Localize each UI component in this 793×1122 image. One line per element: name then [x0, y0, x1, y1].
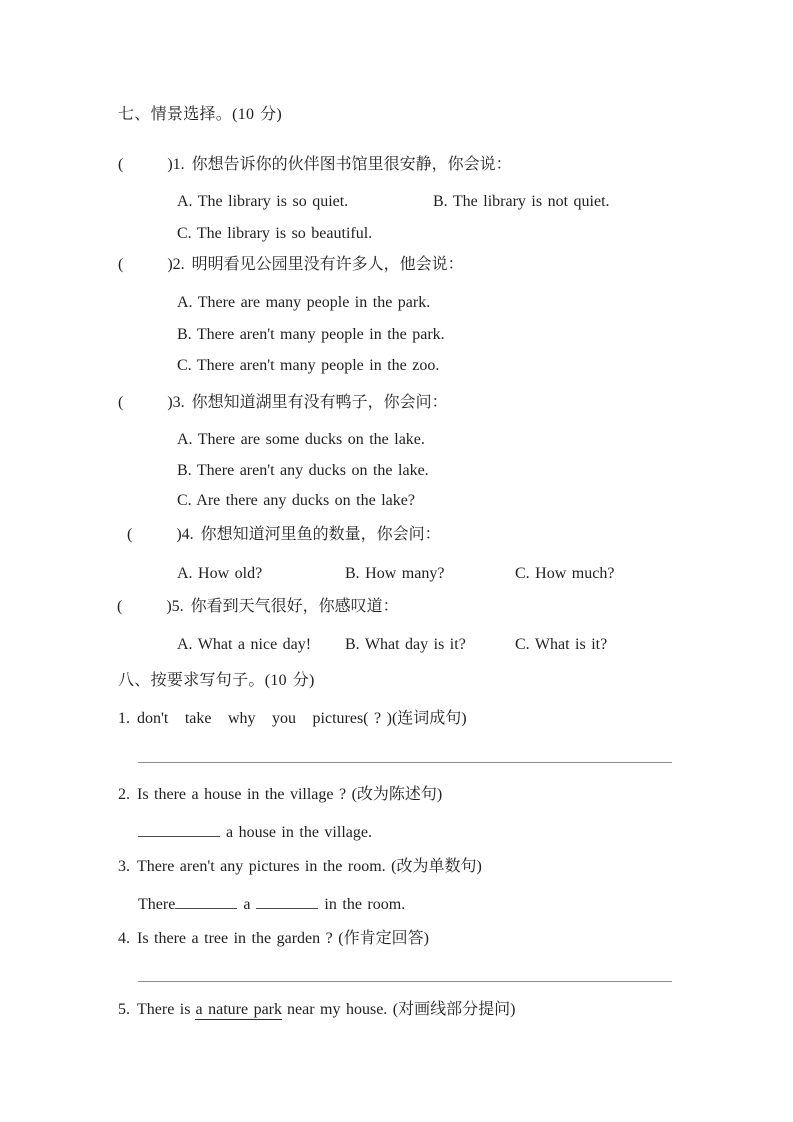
question-4: [127, 525, 441, 545]
rewrite-item-5-text-pre: There is: [137, 1001, 191, 1018]
question-5-option-c: C. What is it?: [515, 636, 608, 653]
rewrite-item-2-answer-blank: [138, 821, 220, 837]
question-1-option-a: A. The library is so quiet.: [177, 193, 349, 210]
question-2-answer-bracket: ( )2.: [118, 256, 185, 273]
question-5-option-a: A. What a nice day!: [177, 636, 312, 653]
rewrite-item-1: [118, 709, 467, 729]
question-3-option-a: A. There are some ducks on the lake.: [177, 431, 425, 448]
rewrite-item-1-text: don't take why you pictures( ? )(连词成句): [137, 710, 467, 727]
question-3-prompt: 你想知道湖里有没有鸭子，你会问：: [191, 394, 448, 411]
question-4-answer-bracket: ( )4.: [127, 526, 194, 543]
question-4-option-b: B. How many?: [345, 565, 445, 582]
rewrite-item-5-text-post: near my house. (对画线部分提问): [287, 1001, 516, 1018]
question-3-option-c: C. Are there any ducks on the lake?: [177, 492, 415, 509]
question-4-option-a: A. How old?: [177, 565, 263, 582]
rewrite-item-1-answer-line: [138, 748, 672, 763]
rewrite-item-3: [118, 857, 482, 877]
question-1-answer-bracket: ( )1.: [118, 156, 185, 173]
question-5-answer-bracket: ( )5.: [117, 598, 184, 615]
section-seven-heading: 七、情景选择。(10 分): [118, 106, 283, 123]
question-2-prompt: 明明看见公园里没有许多人，他会说：: [191, 256, 464, 273]
question-5-option-b: B. What day is it?: [345, 636, 466, 653]
rewrite-item-2-text: Is there a house in the village ? (改为陈述句): [137, 786, 443, 803]
question-2-option-b: B. There aren't many people in the park.: [177, 326, 445, 343]
rewrite-item-3-text: There aren't any pictures in the room. (改为单数句): [137, 858, 482, 875]
rewrite-item-2-answer: [138, 821, 372, 843]
rewrite-item-3-answer: [138, 893, 405, 915]
question-3: [118, 393, 448, 413]
rewrite-item-3-answer-part-1: There: [138, 896, 176, 913]
rewrite-item-2-number: 2.: [118, 786, 130, 803]
rewrite-item-3-answer-blank-1: [175, 893, 237, 909]
question-1-option-c: C. The library is so beautiful.: [177, 225, 373, 242]
rewrite-item-3-answer-part-3: in the room.: [324, 896, 406, 913]
question-2-option-a: A. There are many people in the park.: [177, 294, 431, 311]
rewrite-item-5-number: 5.: [118, 1001, 130, 1018]
question-1: [118, 155, 512, 175]
rewrite-item-5-underlined-phrase: a nature park: [195, 1001, 282, 1018]
rewrite-item-4-answer-line: [138, 967, 672, 982]
rewrite-item-1-number: 1.: [118, 710, 130, 727]
rewrite-item-3-answer-part-2: a: [243, 896, 251, 913]
rewrite-item-4-text: Is there a tree in the garden ? (作肯定回答): [137, 930, 429, 947]
question-5-prompt: 你看到天气很好，你感叹道：: [190, 598, 399, 615]
question-5: [117, 597, 399, 617]
rewrite-item-3-number: 3.: [118, 858, 130, 875]
question-4-prompt: 你想知道河里鱼的数量，你会问：: [200, 526, 441, 543]
question-1-prompt: 你想告诉你的伙伴图书馆里很安静，你会说：: [191, 156, 512, 173]
question-2: [118, 255, 464, 275]
rewrite-item-2-answer-suffix: a house in the village.: [226, 824, 372, 841]
rewrite-item-2: [118, 785, 442, 805]
question-2-option-c: C. There aren't many people in the zoo.: [177, 357, 440, 374]
question-3-answer-bracket: ( )3.: [118, 394, 185, 411]
question-4-option-c: C. How much?: [515, 565, 615, 582]
rewrite-item-4: [118, 929, 429, 949]
section-eight-heading: 八、按要求写句子。(10 分): [118, 672, 315, 689]
rewrite-item-5: [118, 1000, 515, 1020]
question-3-option-b: B. There aren't any ducks on the lake.: [177, 462, 429, 479]
rewrite-item-3-answer-blank-2: [256, 893, 318, 909]
question-1-option-b: B. The library is not quiet.: [433, 193, 610, 210]
rewrite-item-4-number: 4.: [118, 930, 130, 947]
